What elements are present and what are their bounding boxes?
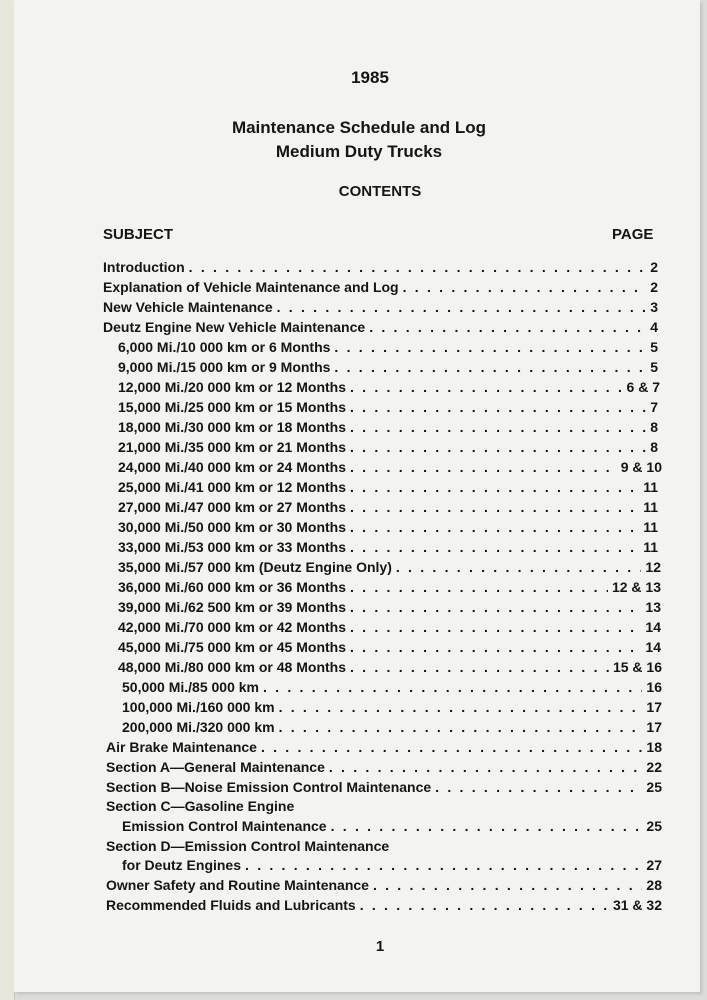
toc-entry-page: 5	[650, 359, 658, 375]
toc-entry-title: Explanation of Vehicle Maintenance and Log	[103, 279, 399, 295]
toc-entry	[118, 337, 658, 357]
toc-entry-title: 24,000 Mi./40 000 km or 24 Months	[118, 459, 346, 475]
toc-entry	[118, 437, 658, 457]
toc-entry-page: 31 & 32	[612, 897, 662, 913]
toc-entry-page: 12 & 13	[611, 579, 661, 595]
dot-leader	[261, 737, 642, 757]
toc-entry-page: 25	[646, 818, 662, 834]
dot-leader	[350, 597, 641, 617]
toc-entry	[106, 777, 662, 797]
dot-leader	[279, 697, 643, 717]
dot-leader	[279, 717, 643, 737]
toc-entry	[106, 796, 662, 816]
toc-entry-page: 2	[650, 279, 658, 295]
dot-leader	[331, 816, 643, 836]
toc-entry	[118, 577, 661, 597]
toc-entry-title: Air Brake Maintenance	[106, 739, 257, 755]
toc-entry-title: 100,000 Mi./160 000 km	[122, 699, 275, 715]
toc-entry-title: 30,000 Mi./50 000 km or 30 Months	[118, 519, 346, 535]
toc-entry-page: 13	[645, 599, 661, 615]
toc-entry-page: 25	[646, 779, 662, 795]
toc-entry	[118, 637, 661, 657]
toc-entry-title: 9,000 Mi./15 000 km or 9 Months	[118, 359, 331, 375]
toc-entry-page: 14	[645, 619, 661, 635]
toc-entry-title: Emission Control Maintenance	[122, 818, 327, 834]
toc-entry-title: Deutz Engine New Vehicle Maintenance	[103, 319, 366, 335]
toc-entry	[118, 617, 661, 637]
dot-leader	[334, 357, 646, 377]
contents-heading: CONTENTS	[338, 183, 422, 200]
toc-entry-title: 39,000 Mi./62 500 km or 39 Months	[118, 599, 346, 615]
subject-column-header: SUBJECT	[103, 226, 174, 243]
dot-leader	[350, 397, 646, 417]
toc-entry	[118, 657, 662, 677]
toc-entry-title: 6,000 Mi./10 000 km or 6 Months	[118, 339, 331, 355]
toc-entry	[118, 457, 662, 477]
toc-entry	[118, 537, 658, 557]
toc-entry-page: 17	[646, 699, 662, 715]
dot-leader	[350, 657, 609, 677]
dot-leader	[329, 757, 643, 777]
toc-entry-page: 5	[650, 339, 658, 355]
toc-entry-title: 35,000 Mi./57 000 km (Deutz Engine Only)	[118, 559, 392, 575]
dot-leader	[245, 855, 642, 875]
dot-leader	[350, 437, 646, 457]
toc-entry-title: 33,000 Mi./53 000 km or 33 Months	[118, 539, 346, 555]
toc-entry-page: 11	[643, 479, 658, 495]
toc-entry-title: Introduction	[103, 259, 185, 275]
dot-leader	[350, 617, 641, 637]
dot-leader	[373, 875, 642, 895]
toc-entry	[118, 597, 661, 617]
dot-leader	[369, 317, 646, 337]
toc-entry-page: 12	[645, 559, 661, 575]
toc-entry-title: Section C—Gasoline Engine	[106, 798, 295, 814]
toc-entry-title: 36,000 Mi./60 000 km or 36 Months	[118, 579, 346, 595]
dot-leader	[435, 777, 642, 797]
toc-entry-title: 45,000 Mi./75 000 km or 45 Months	[118, 639, 346, 655]
dot-leader	[350, 477, 639, 497]
toc-entry-title: Recommended Fluids and Lubricants	[106, 897, 356, 913]
toc-entry	[118, 417, 658, 437]
toc-entry-title: for Deutz Engines	[122, 857, 242, 873]
toc-entry	[118, 477, 658, 497]
toc-entry-title: 48,000 Mi./80 000 km or 48 Months	[118, 659, 346, 675]
document-subtitle: Medium Duty Trucks	[275, 142, 443, 161]
toc-entry-title: 12,000 Mi./20 000 km or 12 Months	[118, 379, 346, 395]
document-year: 1985	[351, 68, 389, 87]
dot-leader	[350, 577, 608, 597]
toc-entry-page: 4	[650, 319, 658, 335]
dot-leader	[350, 497, 639, 517]
toc-entry-title: New Vehicle Maintenance	[103, 299, 273, 315]
toc-entry-page: 11	[643, 499, 658, 515]
toc-entry-page: 6 & 7	[626, 379, 660, 395]
toc-entry-title: 50,000 Mi./85 000 km	[122, 679, 259, 695]
toc-entry	[122, 677, 662, 697]
toc-entry	[118, 557, 661, 577]
toc-entry	[106, 737, 662, 757]
toc-entry	[122, 816, 662, 836]
toc-entry-title: 200,000 Mi./320 000 km	[122, 719, 275, 735]
toc-entry	[103, 297, 658, 317]
toc-entry-title: Owner Safety and Routine Maintenance	[106, 877, 369, 893]
dot-leader	[350, 457, 617, 477]
toc-entry	[118, 357, 658, 377]
toc-entry-page: 28	[646, 877, 662, 893]
toc-entry-page: 7	[650, 399, 658, 415]
toc-entry-title: Section D—Emission Control Maintenance	[106, 838, 390, 854]
toc-entry-page: 15 & 16	[612, 659, 662, 675]
toc-entry-page: 8	[650, 419, 658, 435]
toc-entry-page: 11	[643, 539, 658, 555]
dot-leader	[189, 257, 647, 277]
page-column-header: PAGE	[612, 226, 654, 243]
dot-leader	[403, 277, 647, 297]
toc-entry-page: 3	[650, 299, 658, 315]
toc-entry-title: Section A—General Maintenance	[106, 759, 325, 775]
toc-entry	[122, 717, 662, 737]
toc-entry	[103, 257, 658, 277]
dot-leader	[277, 297, 647, 317]
toc-entry-title: 42,000 Mi./70 000 km or 42 Months	[118, 619, 346, 635]
dot-leader	[263, 677, 642, 697]
toc-entry-page: 17	[646, 719, 662, 735]
toc-entry	[103, 317, 658, 337]
toc-entry	[118, 497, 658, 517]
toc-entry-title: 18,000 Mi./30 000 km or 18 Months	[118, 419, 346, 435]
toc-entry	[118, 517, 658, 537]
toc-entry	[122, 855, 662, 875]
toc-entry	[118, 397, 658, 417]
toc-entry-title: Section B—Noise Emission Control Maintenance	[106, 779, 432, 795]
toc-entry-page: 11	[643, 519, 658, 535]
toc-entry	[122, 697, 662, 717]
dot-leader	[350, 377, 623, 397]
toc-entry	[103, 277, 658, 297]
dot-leader	[350, 517, 639, 537]
toc-entry	[106, 875, 662, 895]
dot-leader	[396, 557, 642, 577]
page-number: 1	[375, 938, 385, 955]
toc-entry	[106, 757, 662, 777]
dot-leader	[350, 417, 646, 437]
dot-leader	[360, 895, 609, 915]
toc-entry-title: 21,000 Mi./35 000 km or 21 Months	[118, 439, 346, 455]
toc-entry-page: 18	[646, 739, 662, 755]
toc-entry-page: 22	[646, 759, 662, 775]
toc-entry-page: 9 & 10	[620, 459, 662, 475]
dot-leader	[350, 537, 639, 557]
toc-entry-page: 8	[650, 439, 658, 455]
toc-entry-title: 27,000 Mi./47 000 km or 27 Months	[118, 499, 346, 515]
toc-entry-title: 15,000 Mi./25 000 km or 15 Months	[118, 399, 346, 415]
toc-entry	[106, 836, 662, 856]
toc-entry-page: 14	[645, 639, 661, 655]
toc-entry-title: 25,000 Mi./41 000 km or 12 Months	[118, 479, 346, 495]
toc-entry-page: 2	[650, 259, 658, 275]
toc-entry	[118, 377, 660, 397]
dot-leader	[334, 337, 646, 357]
document-title: Maintenance Schedule and Log	[231, 118, 487, 137]
dot-leader	[350, 637, 641, 657]
toc-entry	[106, 895, 662, 915]
toc-entry-page: 27	[646, 857, 662, 873]
toc-entry-page: 16	[646, 679, 662, 695]
